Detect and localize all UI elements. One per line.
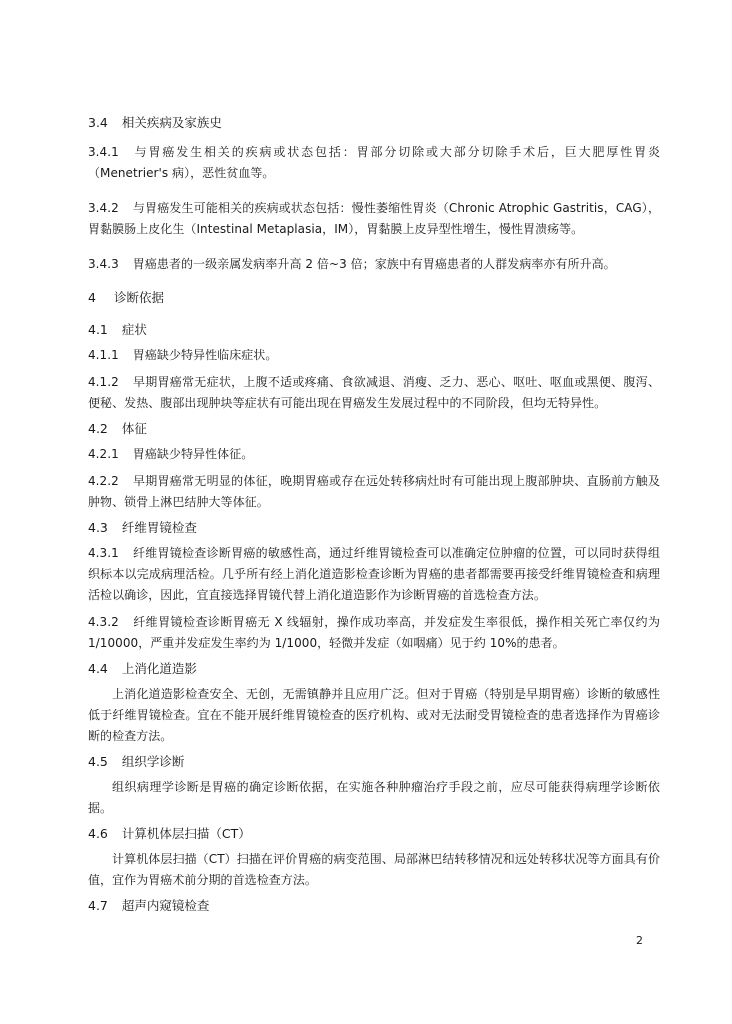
clause-number: 4.1.1	[88, 348, 119, 362]
clause-text: 早期胃癌常无症状，上腹不适或疼痛、食欲减退、消瘦、乏力、恶心、呕吐、呕血或黑便、腹泻、便秘、发热、腹部出现肿块等症状有可能出现在胃癌发生发展过程中的不同阶段，但均无特异性。	[88, 375, 660, 410]
section-title: 症状	[121, 322, 147, 337]
chapter-heading	[88, 289, 660, 307]
clause-text: 与胃癌发生相关的疾病或状态包括：胃部分切除或大部分切除手术后，巨大肥厚性胃炎（Menetrier's 病），恶性贫血等。	[88, 145, 660, 180]
document-body	[88, 114, 660, 915]
clause-paragraph	[88, 543, 660, 606]
section-number: 4.3	[88, 520, 108, 535]
clause-number: 4.3.2	[88, 615, 119, 629]
section-number: 4.5	[88, 754, 108, 769]
section-number: 4.2	[88, 421, 108, 436]
section-heading	[88, 897, 660, 915]
section-title: 超声内窥镜检查	[121, 898, 210, 913]
clause-number: 4.3.1	[88, 546, 119, 560]
section-title: 纤维胃镜检查	[121, 520, 197, 535]
body-paragraph: 组织病理学诊断是胃癌的确定诊断依据，在实施各种肿瘤治疗手段之前，应尽可能获得病理学诊断依据。	[88, 780, 660, 815]
clause-paragraph	[88, 254, 660, 275]
section-number: 4.4	[88, 661, 108, 676]
clause-text: 胃癌缺少特异性临床症状。	[132, 348, 278, 362]
clause-number: 4.1.2	[88, 375, 119, 389]
clause-text: 胃癌患者的一级亲属发病率升高 2 倍~3 倍；家族中有胃癌患者的人群发病率亦有所升高。	[132, 257, 616, 271]
clause-paragraph	[88, 345, 660, 366]
section-number: 3.4	[88, 115, 108, 130]
clause-paragraph	[88, 198, 660, 240]
clause-text: 与胃癌发生可能相关的疾病或状态包括：慢性萎缩性胃炎（Chronic Atrophic Gastritis，CAG），胃黏膜肠上皮化生（Intestinal Metaplasia，IM），胃黏膜上皮异型性增生，慢性胃溃疡等。	[88, 201, 660, 236]
body-paragraph: 计算机体层扫描（CT）扫描在评价胃癌的病变范围、局部淋巴结转移情况和远处转移状况等方面具有价值，宜作为胃癌术前分期的首选检查方法。	[88, 852, 660, 887]
section-heading	[88, 753, 660, 771]
section-heading	[88, 660, 660, 678]
body-paragraph: 上消化道造影检查安全、无创，无需镇静并且应用广泛。但对于胃癌（特别是早期胃癌）诊断的敏感性低于纤维胃镜检查。宜在不能开展纤维胃镜检查的医疗机构、或对无法耐受胃镜检查的患者选择作为胃癌诊断的检查方法。	[88, 687, 660, 743]
page-number: 2	[636, 934, 643, 947]
section-title: 计算机体层扫描（CT）	[121, 826, 251, 841]
section-number: 4.6	[88, 826, 108, 841]
clause-number: 4.2.1	[88, 447, 119, 461]
clause-paragraph	[88, 142, 660, 184]
section-title: 相关疾病及家族史	[121, 115, 222, 130]
clause-number: 4.2.2	[88, 474, 119, 488]
clause-paragraph	[88, 372, 660, 414]
section-heading	[88, 420, 660, 438]
clause-text: 胃癌缺少特异性体征。	[132, 447, 254, 461]
section-number: 4.1	[88, 322, 108, 337]
clause-text: 纤维胃镜检查诊断胃癌无 X 线辐射，操作成功率高，并发症发生率很低，操作相关死亡率仅约为 1/10000，严重并发症发生率约为 1/1000，轻微并发症（如咽痛）见于约 10%的患者。	[88, 615, 660, 650]
section-title: 组织学诊断	[121, 754, 185, 769]
section-heading	[88, 519, 660, 537]
section-title: 上消化道造影	[121, 661, 197, 676]
section-heading	[88, 321, 660, 339]
clause-number: 3.4.2	[88, 201, 119, 215]
section-heading	[88, 825, 660, 843]
clause-paragraph	[88, 471, 660, 513]
clause-text: 早期胃癌常无明显的体征，晚期胃癌或存在远处转移病灶时有可能出现上腹部肿块、直肠前方触及肿物、锁骨上淋巴结肿大等体征。	[88, 474, 660, 509]
clause-number: 3.4.1	[88, 145, 119, 159]
section-number: 4.7	[88, 898, 108, 913]
chapter-title: 诊断依据	[113, 290, 164, 305]
section-heading	[88, 114, 660, 132]
clause-number: 3.4.3	[88, 257, 119, 271]
chapter-number: 4	[88, 290, 96, 305]
clause-text: 纤维胃镜检查诊断胃癌的敏感性高，通过纤维胃镜检查可以准确定位肿瘤的位置，可以同时获得组织标本以完成病理活检。几乎所有经上消化道造影检查诊断为胃癌的患者都需要再接受纤维胃镜检查和病理活检以确诊，因此，宜直接选择胃镜代替上消化道造影作为诊断胃癌的首选检查方法。	[88, 546, 660, 602]
clause-paragraph	[88, 444, 660, 465]
clause-paragraph	[88, 612, 660, 654]
section-title: 体征	[121, 421, 147, 436]
